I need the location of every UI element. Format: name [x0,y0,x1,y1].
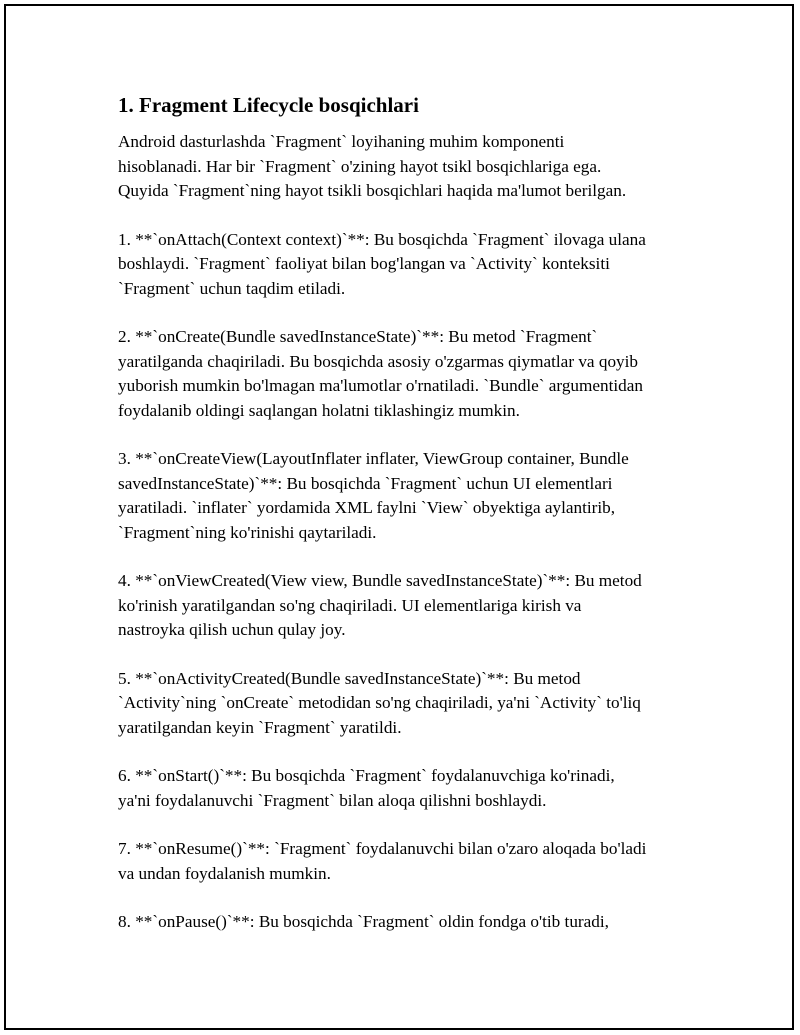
text-line: `Fragment`ning ko'rinishi qaytariladi. [118,522,377,542]
text-line: yuborish mumkin bo'lmagan ma'lumotlar o'rnatiladi. `Bundle` argumentidan [118,376,643,395]
text-line: Quyida `Fragment`ning hayot tsikli bosqichlari haqida ma'lumot berilgan. [118,181,627,200]
text-line: 8. **`onPause()`**: Bu bosqichda `Fragment` oldin fondga o'tib turadi, [118,912,609,931]
text-line: savedInstanceState)`**: Bu bosqichda `Fragment` uchun UI elementlari [118,473,613,493]
text-line: 7. **`onResume()`**: `Fragment` foydalanuvchi bilan o'zaro aloqada bo'ladi [118,839,647,858]
text-line: yaratiladi. `inflater` yordamida XML faylni `View` obyektiga aylantirib, [118,498,616,517]
text-line: Android dasturlashda `Fragment` loyihaning muhim komponenti [118,132,565,151]
text-line: `Activity`ning `onCreate` metodidan so'ng chaqiriladi, ya'ni `Activity` to'liq [118,693,641,712]
text-line: 5. **`onActivityCreated(Bundle savedInstanceState)`**: Bu metod [118,668,581,688]
paragraph-list [118,130,708,935]
text-line: hisoblanadi. Har bir `Fragment` o'zining hayot tsikl bosqichlariga ega. [118,156,602,176]
lifecycle-step-paragraph [118,837,708,886]
text-line: 6. **`onStart()`**: Bu bosqichda `Fragment` foydalanuvchiga ko'rinadi, [118,766,615,785]
text-line: foydalanib oldingi saqlangan holatni tiklashingiz mumkin. [118,400,520,420]
text-line: nastroyka qilish uchun qulay joy. [118,620,346,639]
lifecycle-step-paragraph [118,764,708,813]
lifecycle-step-paragraph [118,667,708,741]
lifecycle-step-paragraph [118,447,708,545]
text-line: boshlaydi. `Fragment` faoliyat bilan bog'langan va `Activity` konteksiti [118,254,610,273]
text-line: yaratilganda chaqiriladi. Bu bosqichda asosiy o'zgarmas qiymatlar va qoyib [118,351,639,371]
text-line: yaratilgandan keyin `Fragment` yaratildi. [118,717,402,737]
section-heading: 1. Fragment Lifecycle bosqichlari [118,93,419,117]
text-line: `Fragment` uchun taqdim etiladi. [118,278,346,298]
text-line: ya'ni foydalanuvchi `Fragment` bilan aloqa qilishni boshlaydi. [118,790,547,810]
lifecycle-step-paragraph [118,569,708,643]
intro-paragraph [118,130,708,204]
text-line: 1. **`onAttach(Context context)`**: Bu bosqichda `Fragment` ilovaga ulana [118,229,646,249]
lifecycle-step-paragraph [118,910,708,935]
lifecycle-step-paragraph [118,228,708,302]
document-content [118,92,708,959]
text-line: va undan foydalanish mumkin. [118,863,331,883]
text-line: 2. **`onCreate(Bundle savedInstanceState)`**: Bu metod `Fragment` [118,327,598,346]
lifecycle-step-paragraph [118,325,708,423]
text-line: 3. **`onCreateView(LayoutInflater inflater, ViewGroup container, Bundle [118,449,629,468]
text-line: ko'rinish yaratilgandan so'ng chaqiriladi. UI elementlariga kirish va [118,595,582,615]
text-line: 4. **`onViewCreated(View view, Bundle savedInstanceState)`**: Bu metod [118,571,642,590]
